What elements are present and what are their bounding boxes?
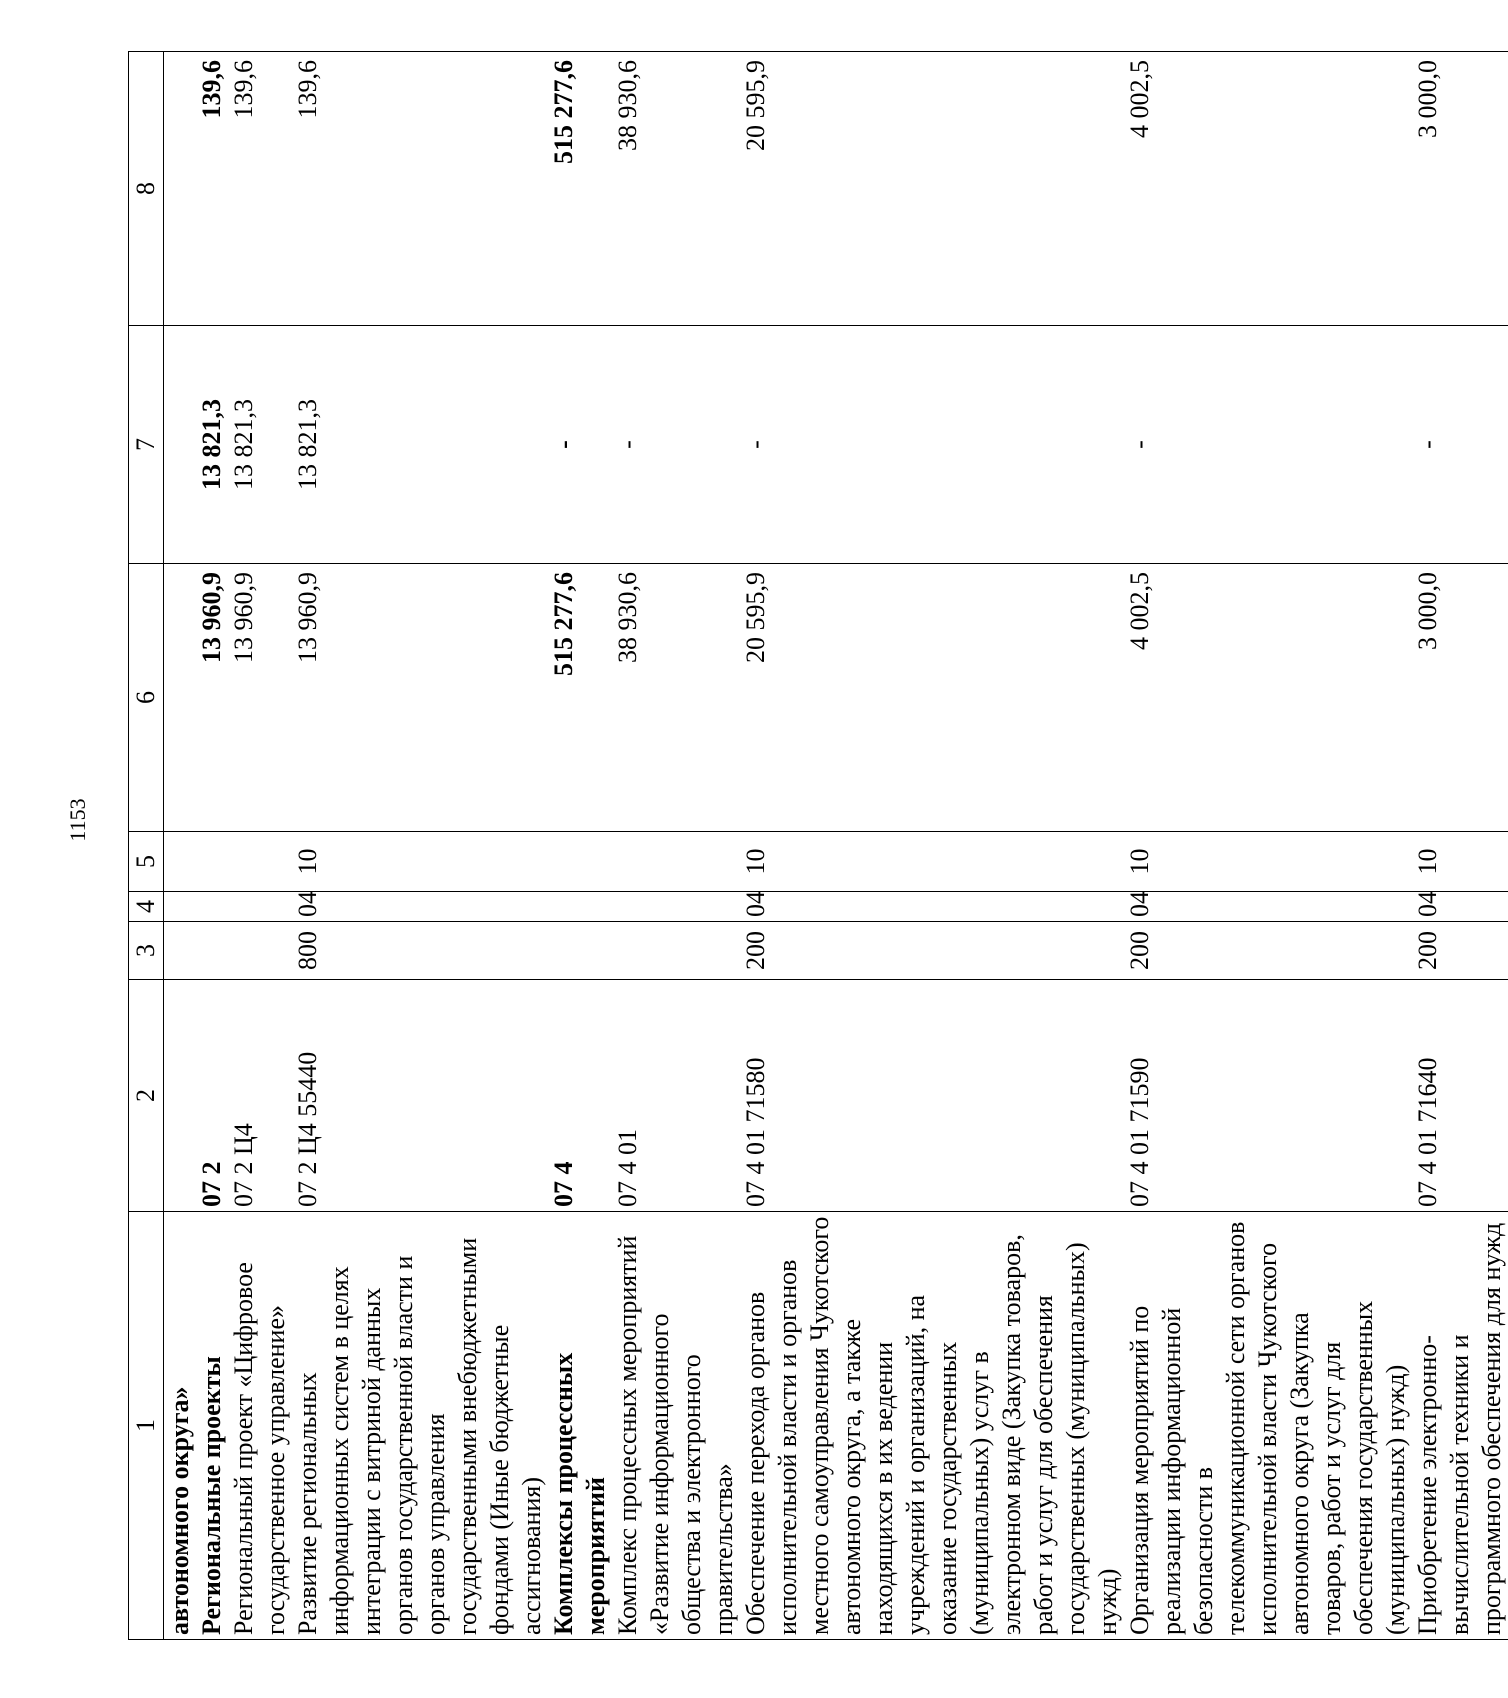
- row-col7-cell: -: [1124, 326, 1412, 564]
- column-header: 2: [129, 980, 164, 1212]
- row-col5-cell: 10: [1124, 832, 1412, 892]
- row-col8-cell: 515 277,6: [548, 52, 612, 326]
- row-col3-cell: [196, 922, 228, 980]
- row-col7-cell: -: [1412, 326, 1508, 564]
- row-col5-cell: 10: [292, 832, 548, 892]
- row-code-cell: 07 2 Ц4 55440: [292, 980, 548, 1212]
- table-row: [164, 52, 197, 1640]
- row-col7-cell: -: [548, 326, 612, 564]
- row-code-cell: 07 4 01 71640: [1412, 980, 1508, 1212]
- table-row: [196, 52, 228, 1640]
- row-col5-cell: [612, 832, 740, 892]
- column-header: 4: [129, 892, 164, 922]
- table-row: [1412, 52, 1508, 1640]
- row-col5-cell: 10: [740, 832, 1124, 892]
- row-col5-cell: [196, 832, 228, 892]
- budget-table: [128, 51, 1508, 1640]
- row-col6-cell: 13 960,9: [196, 564, 228, 832]
- row-col3-cell: 200: [1412, 922, 1508, 980]
- row-code-cell: 07 4 01 71590: [1124, 980, 1412, 1212]
- row-code-cell: [164, 980, 197, 1212]
- row-col8-cell: 4 002,5: [1124, 52, 1412, 326]
- row-col4-cell: 04: [1412, 892, 1508, 922]
- row-col8-cell: 3 000,0: [1412, 52, 1508, 326]
- row-col6-cell: 38 930,6: [612, 564, 740, 832]
- row-name-cell: Развитие региональных информационных систем в целях интеграции с витриной данных органов государственной власти и органов управления государственными внебюджетными фондами (Иные бюджетные ассигнования): [292, 1212, 548, 1640]
- row-col4-cell: 04: [292, 892, 548, 922]
- row-col6-cell: [164, 564, 197, 832]
- row-name-cell: Комплекс процессных мероприятий «Развитие информационного общества и электронного правительства»: [612, 1212, 740, 1640]
- row-col6-cell: 4 002,5: [1124, 564, 1412, 832]
- row-code-cell: 07 4: [548, 980, 612, 1212]
- row-col7-cell: -: [740, 326, 1124, 564]
- table-row: [228, 52, 292, 1640]
- row-col7-cell: 13 821,3: [292, 326, 548, 564]
- row-col4-cell: 04: [740, 892, 1124, 922]
- row-code-cell: 07 4 01 71580: [740, 980, 1124, 1212]
- page-number: 1153: [65, 798, 90, 842]
- row-name-cell: Комплексы процессных мероприятий: [548, 1212, 612, 1640]
- row-col6-cell: 13 960,9: [292, 564, 548, 832]
- row-code-cell: 07 4 01: [612, 980, 740, 1212]
- row-col8-cell: [164, 52, 197, 326]
- row-col3-cell: 200: [740, 922, 1124, 980]
- row-col8-cell: 139,6: [196, 52, 228, 326]
- table-row: [612, 52, 740, 1640]
- row-code-cell: 07 2 Ц4: [228, 980, 292, 1212]
- rotated-page-content: [128, 50, 1506, 1640]
- row-col8-cell: 20 595,9: [740, 52, 1124, 326]
- row-col6-cell: 20 595,9: [740, 564, 1124, 832]
- row-col5-cell: [164, 832, 197, 892]
- row-col4-cell: [164, 892, 197, 922]
- row-col5-cell: 10: [1412, 832, 1508, 892]
- row-col8-cell: 139,6: [292, 52, 548, 326]
- row-col6-cell: 3 000,0: [1412, 564, 1508, 832]
- row-name-cell: Региональный проект «Цифровое государственное управление»: [228, 1212, 292, 1640]
- row-col7-cell: [164, 326, 197, 564]
- row-col5-cell: [548, 832, 612, 892]
- row-col4-cell: [196, 892, 228, 922]
- row-col4-cell: [612, 892, 740, 922]
- row-col7-cell: 13 821,3: [228, 326, 292, 564]
- row-col8-cell: 139,6: [228, 52, 292, 326]
- row-col5-cell: [228, 832, 292, 892]
- row-col3-cell: [612, 922, 740, 980]
- row-col4-cell: 04: [1124, 892, 1412, 922]
- table-row: [740, 52, 1124, 1640]
- column-header: 8: [129, 52, 164, 326]
- row-code-cell: 07 2: [196, 980, 228, 1212]
- row-col7-cell: -: [612, 326, 740, 564]
- row-col3-cell: 800: [292, 922, 548, 980]
- table-row: [548, 52, 612, 1640]
- row-col8-cell: 38 930,6: [612, 52, 740, 326]
- column-header: 1: [129, 1212, 164, 1640]
- column-header: 6: [129, 564, 164, 832]
- row-col3-cell: 200: [1124, 922, 1412, 980]
- row-name-cell: Организация мероприятий по реализации информационной безопасности в телекоммуникационной сети органов исполнительной власти Чукотского автономного округа (Закупка товаров, работ и услуг для обеспечения государственных (муниципальных) нужд): [1124, 1212, 1412, 1640]
- row-col6-cell: 515 277,6: [548, 564, 612, 832]
- row-name-cell: Приобретение электронно-вычислительной техники и программного обеспечения для нужд: [1412, 1212, 1508, 1640]
- row-col4-cell: [228, 892, 292, 922]
- table-header-row: [129, 52, 164, 1640]
- row-col4-cell: [548, 892, 612, 922]
- row-col6-cell: 13 960,9: [228, 564, 292, 832]
- table-row: [292, 52, 548, 1640]
- row-col3-cell: [548, 922, 612, 980]
- row-col7-cell: 13 821,3: [196, 326, 228, 564]
- column-header: 3: [129, 922, 164, 980]
- row-name-cell: Обеспечение перехода органов исполнительной власти и органов местного самоуправления Чукотского автономного округа, а также находящихся в их ведении учреждений и организаций, на оказание государственных (муниципальных) услуг в электронном виде (Закупка товаров, работ и услуг для обеспечения государственных (муниципальных) нужд): [740, 1212, 1124, 1640]
- table-row: [1124, 52, 1412, 1640]
- column-header: 7: [129, 326, 164, 564]
- column-header: 5: [129, 832, 164, 892]
- row-col3-cell: [228, 922, 292, 980]
- row-name-cell: автономного округа»: [164, 1212, 197, 1640]
- row-col3-cell: [164, 922, 197, 980]
- row-name-cell: Региональные проекты: [196, 1212, 228, 1640]
